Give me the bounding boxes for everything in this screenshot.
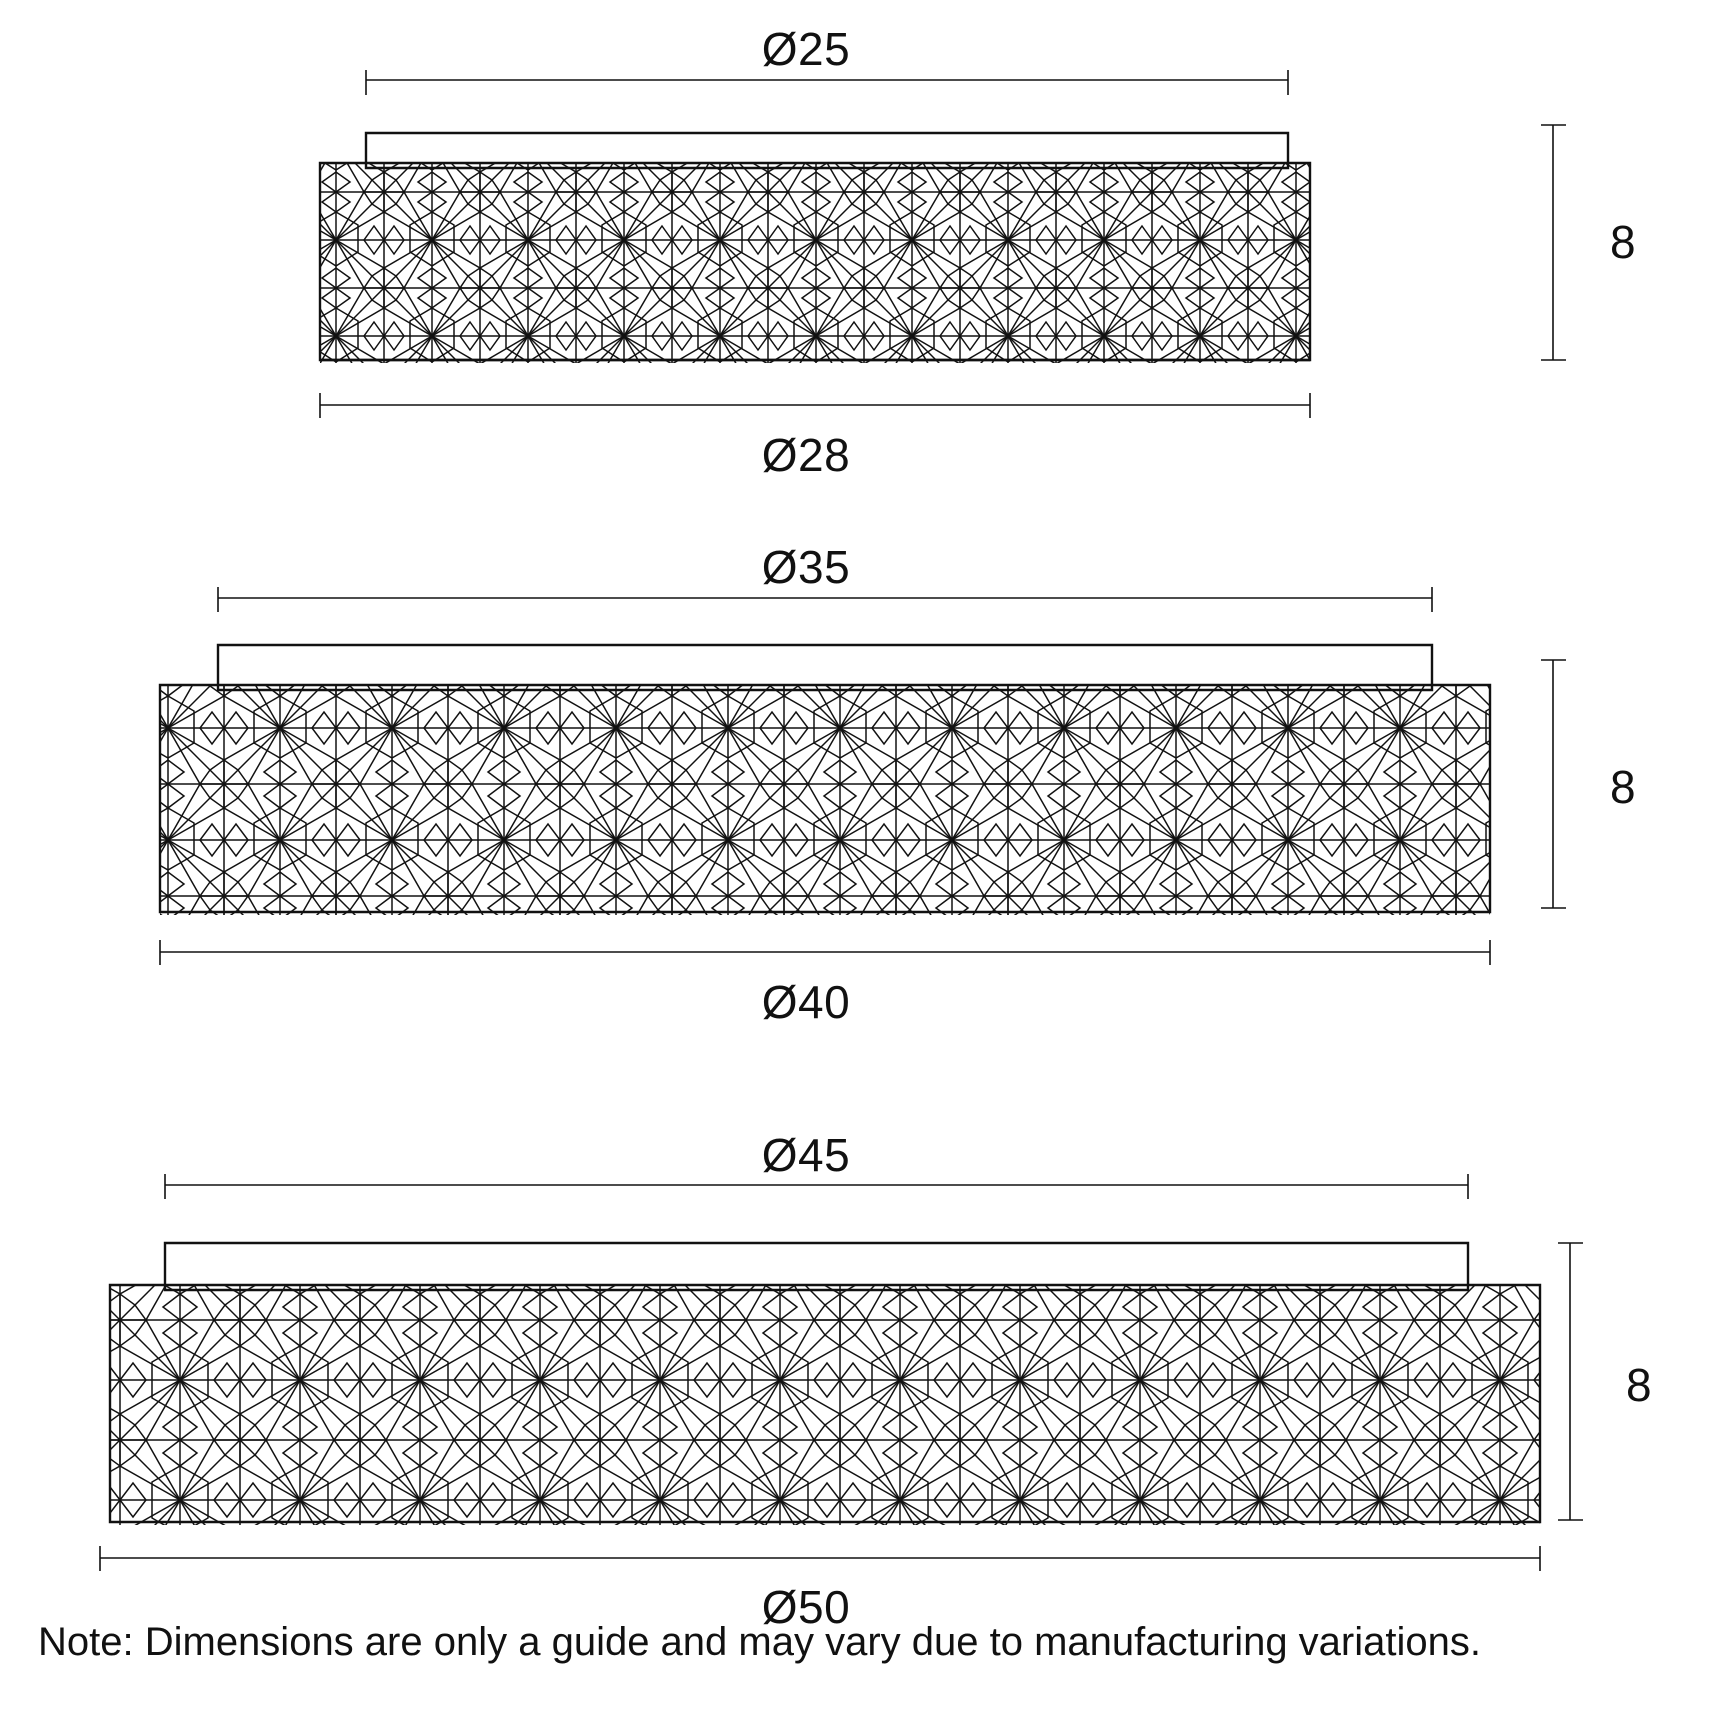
variant-large [100,1174,1583,1571]
shade-body-large [110,1285,1540,1525]
label-top-diameter-large: Ø45 [761,1129,851,1181]
variant-medium [160,587,1566,965]
dimension-line-bottom-medium [160,940,1490,965]
variant-small [320,70,1566,418]
dimension-line-bottom-small [320,393,1310,418]
label-height-large: 8 [1626,1359,1653,1411]
dimension-line-height-large [1558,1243,1583,1520]
dimension-line-height-small [1541,125,1566,360]
label-bottom-diameter-large: Ø50 [761,1581,851,1633]
label-top-diameter-medium: Ø35 [761,541,851,593]
dimension-line-bottom-large [100,1546,1540,1571]
shade-body-medium [160,685,1490,915]
mount-plate-large [165,1243,1468,1290]
manufacturing-note: Note: Dimensions are only a guide and may vary due to manufacturing variations. [38,1620,1481,1664]
shade-body-small [320,163,1310,363]
label-bottom-diameter-medium: Ø40 [761,976,851,1028]
label-top-diameter-small: Ø25 [761,23,851,75]
label-bottom-diameter-small: Ø28 [761,429,851,481]
label-height-small: 8 [1610,216,1637,268]
label-height-medium: 8 [1610,761,1637,813]
mount-plate-medium [218,645,1432,690]
dimension-line-height-medium [1541,660,1566,908]
